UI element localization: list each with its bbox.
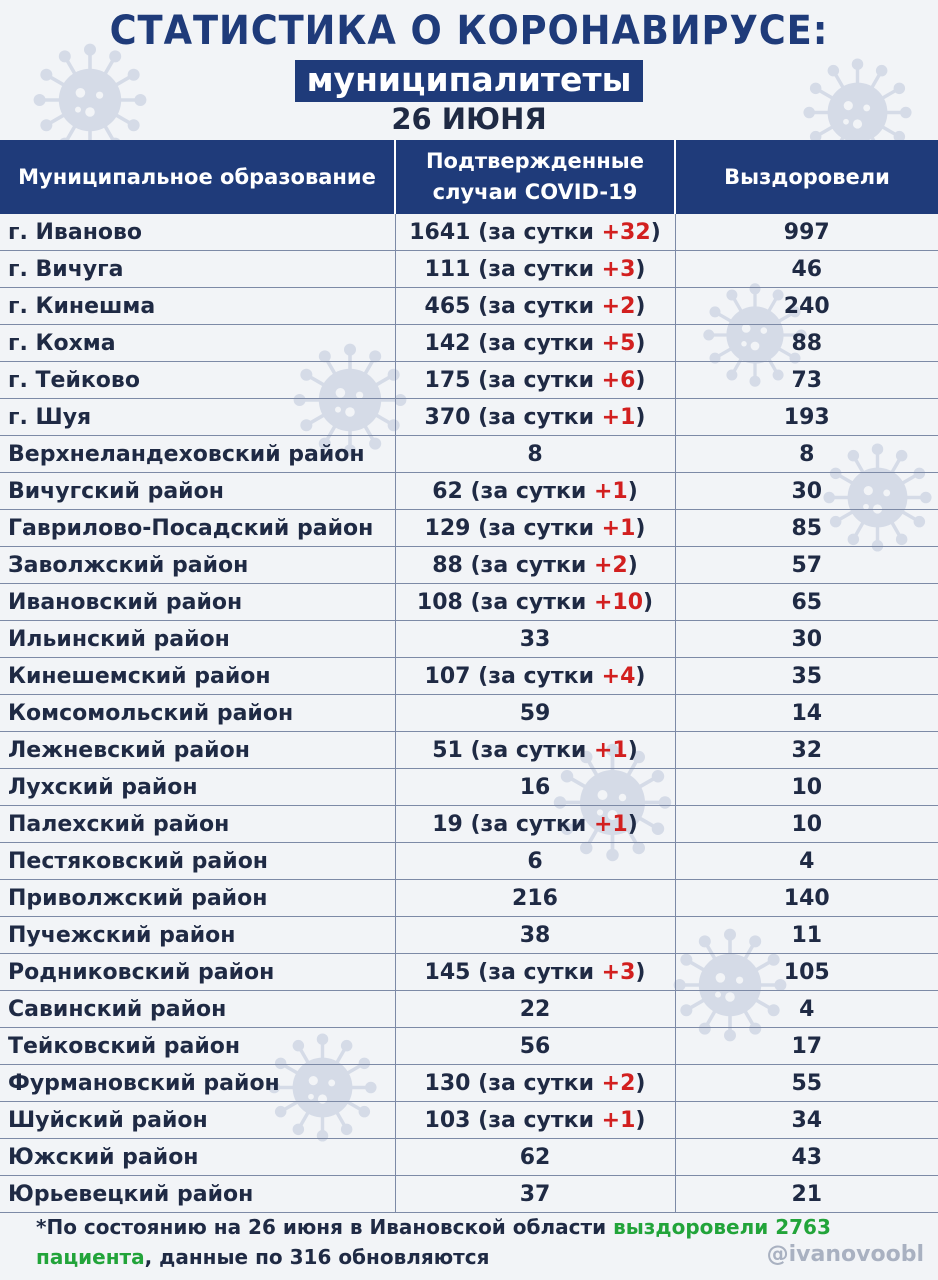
- recovered-count: 85: [675, 510, 938, 547]
- confirmed-cases-cell: [395, 584, 675, 621]
- report-date: 26 ИЮНЯ: [391, 102, 547, 136]
- stats-table: [0, 140, 938, 1213]
- table-row: [0, 695, 938, 732]
- recovered-count: 30: [675, 621, 938, 658]
- page-title: СТАТИСТИКА О КОРОНАВИРУСЕ:: [109, 8, 829, 54]
- daily-increase: +1: [601, 515, 636, 541]
- daily-increase: +10: [593, 589, 644, 615]
- confirmed-cases-cell: [395, 1176, 675, 1213]
- table-row: [0, 1102, 938, 1139]
- table-row: [0, 658, 938, 695]
- municipality-name: Юрьевецкий район: [0, 1176, 395, 1213]
- daily-label-end: ): [635, 959, 646, 985]
- daily-label-end: ): [635, 1070, 646, 1096]
- recovered-count: 14: [675, 695, 938, 732]
- municipality-name: Лухский район: [0, 769, 395, 806]
- municipality-name: г. Иваново: [0, 214, 395, 251]
- table-row: [0, 1139, 938, 1176]
- table-row: [0, 1028, 938, 1065]
- confirmed-cases: 33: [519, 626, 551, 652]
- confirmed-cases: 6: [527, 848, 543, 874]
- confirmed-cases-cell: [395, 1028, 675, 1065]
- table-row: [0, 806, 938, 843]
- municipality-name: Гаврилово-Посадский район: [0, 510, 395, 547]
- table-body: [0, 214, 938, 1213]
- daily-label-end: ): [635, 367, 646, 393]
- daily-increase: +2: [593, 552, 628, 578]
- daily-label-end: ): [627, 737, 638, 763]
- confirmed-cases: 103: [424, 1107, 471, 1133]
- municipality-name: Верхнеландеховский район: [0, 436, 395, 473]
- confirmed-cases-cell: [395, 362, 675, 399]
- daily-label-end: ): [635, 515, 646, 541]
- daily-label-end: ): [635, 404, 646, 430]
- confirmed-cases-cell: [395, 806, 675, 843]
- recovered-count: 11: [675, 917, 938, 954]
- recovered-count: 997: [675, 214, 938, 251]
- table-row: [0, 510, 938, 547]
- daily-increase: +4: [601, 663, 636, 689]
- confirmed-cases-cell: [395, 1139, 675, 1176]
- daily-label: (за сутки: [470, 478, 594, 504]
- table-row: [0, 769, 938, 806]
- recovered-count: 35: [675, 658, 938, 695]
- municipality-name: Савинский район: [0, 991, 395, 1028]
- confirmed-cases-cell: [395, 954, 675, 991]
- column-header-municipality: Муниципальное образование: [0, 140, 395, 214]
- confirmed-cases: 145: [424, 959, 471, 985]
- confirmed-cases-cell: [395, 436, 675, 473]
- recovered-count: 10: [675, 769, 938, 806]
- table-row: [0, 1065, 938, 1102]
- table-row: [0, 843, 938, 880]
- confirmed-cases: 56: [519, 1033, 551, 1059]
- confirmed-cases: 19: [432, 811, 463, 837]
- recovered-count: 73: [675, 362, 938, 399]
- recovered-count: 4: [675, 843, 938, 880]
- daily-increase: +32: [601, 219, 651, 245]
- municipality-name: Фурмановский район: [0, 1065, 395, 1102]
- daily-label: (за сутки: [478, 219, 602, 245]
- municipality-name: Комсомольский район: [0, 695, 395, 732]
- municipality-name: Тейковский район: [0, 1028, 395, 1065]
- daily-label: (за сутки: [470, 737, 594, 763]
- confirmed-cases-cell: [395, 399, 675, 436]
- table-row: [0, 325, 938, 362]
- confirmed-cases-cell: [395, 621, 675, 658]
- confirmed-cases-cell: [395, 1065, 675, 1102]
- municipality-name: Шуйский район: [0, 1102, 395, 1139]
- daily-label: (за сутки: [478, 1107, 602, 1133]
- daily-label: (за сутки: [470, 552, 594, 578]
- recovered-count: 88: [675, 325, 938, 362]
- daily-label-end: ): [635, 1107, 646, 1133]
- recovered-count: 240: [675, 288, 938, 325]
- column-header-recovered: Выздоровели: [675, 140, 938, 214]
- daily-label: (за сутки: [470, 811, 594, 837]
- social-handle: @ivanovoobl: [766, 1242, 924, 1267]
- municipality-name: г. Тейково: [0, 362, 395, 399]
- confirmed-cases-cell: [395, 917, 675, 954]
- confirmed-cases-cell: [395, 1102, 675, 1139]
- daily-label-end: ): [635, 293, 646, 319]
- recovered-count: 4: [675, 991, 938, 1028]
- daily-increase: +2: [601, 1070, 636, 1096]
- daily-label: (за сутки: [478, 256, 602, 282]
- confirmed-cases-cell: [395, 658, 675, 695]
- confirmed-cases: 370: [424, 404, 471, 430]
- confirmed-cases-cell: [395, 288, 675, 325]
- municipality-name: г. Кинешма: [0, 288, 395, 325]
- municipality-name: Пучежский район: [0, 917, 395, 954]
- confirmed-cases: 108: [416, 589, 463, 615]
- footnote: [36, 1212, 856, 1272]
- table-row: [0, 547, 938, 584]
- table-row: [0, 473, 938, 510]
- daily-increase: +1: [593, 737, 628, 763]
- municipality-name: Приволжский район: [0, 880, 395, 917]
- confirmed-cases-cell: [395, 769, 675, 806]
- daily-label-end: ): [627, 811, 638, 837]
- daily-label-end: ): [635, 330, 646, 356]
- municipality-name: Ильинский район: [0, 621, 395, 658]
- daily-increase: +3: [601, 256, 636, 282]
- municipality-name: Лежневский район: [0, 732, 395, 769]
- table-row: [0, 399, 938, 436]
- municipality-name: Южский район: [0, 1139, 395, 1176]
- confirmed-cases-cell: [395, 251, 675, 288]
- table-row: [0, 251, 938, 288]
- daily-increase: +3: [601, 959, 636, 985]
- confirmed-cases: 22: [519, 996, 551, 1022]
- recovered-count: 140: [675, 880, 938, 917]
- municipality-name: Ивановский район: [0, 584, 395, 621]
- daily-increase: +1: [593, 811, 628, 837]
- recovered-count: 8: [675, 436, 938, 473]
- recovered-count: 10: [675, 806, 938, 843]
- daily-label: (за сутки: [470, 589, 594, 615]
- daily-increase: +1: [593, 478, 628, 504]
- recovered-count: 65: [675, 584, 938, 621]
- recovered-count: 32: [675, 732, 938, 769]
- recovered-count: 43: [675, 1139, 938, 1176]
- table-row: [0, 436, 938, 473]
- recovered-count: 34: [675, 1102, 938, 1139]
- confirmed-cases-cell: [395, 991, 675, 1028]
- column-header-confirmed: Подтвержденные случаи COVID-19: [395, 140, 675, 214]
- confirmed-cases-cell: [395, 843, 675, 880]
- confirmed-cases: 16: [519, 774, 551, 800]
- confirmed-cases-cell: [395, 547, 675, 584]
- confirmed-cases: 129: [424, 515, 471, 541]
- daily-label: (за сутки: [478, 515, 602, 541]
- table-row: [0, 1176, 938, 1213]
- confirmed-cases-cell: [395, 473, 675, 510]
- daily-label: (за сутки: [478, 959, 602, 985]
- daily-label: (за сутки: [478, 404, 602, 430]
- municipality-name: г. Вичуга: [0, 251, 395, 288]
- confirmed-cases: 59: [519, 700, 551, 726]
- daily-label: (за сутки: [478, 1070, 602, 1096]
- municipality-name: Заволжский район: [0, 547, 395, 584]
- recovered-count: 46: [675, 251, 938, 288]
- municipality-name: Пестяковский район: [0, 843, 395, 880]
- footnote-highlight: выздоровели 2763 пациента: [36, 1215, 831, 1269]
- table-row: [0, 214, 938, 251]
- daily-label-end: ): [643, 589, 654, 615]
- confirmed-cases-cell: [395, 880, 675, 917]
- footnote-text-end: , данные по 316 обновляются: [144, 1245, 490, 1269]
- municipality-name: Кинешемский район: [0, 658, 395, 695]
- confirmed-cases-cell: [395, 214, 675, 251]
- municipality-name: Вичугский район: [0, 473, 395, 510]
- confirmed-cases: 111: [424, 256, 471, 282]
- confirmed-cases: 142: [424, 330, 471, 356]
- daily-label-end: ): [650, 219, 661, 245]
- daily-label-end: ): [635, 256, 646, 282]
- confirmed-cases: 88: [432, 552, 463, 578]
- table-row: [0, 917, 938, 954]
- table-row: [0, 954, 938, 991]
- daily-label: (за сутки: [478, 367, 602, 393]
- confirmed-cases: 107: [424, 663, 471, 689]
- daily-increase: +1: [601, 404, 636, 430]
- page-subtitle: муниципалитеты: [295, 60, 644, 102]
- table-row: [0, 621, 938, 658]
- confirmed-cases-cell: [395, 695, 675, 732]
- municipality-name: Родниковский район: [0, 954, 395, 991]
- confirmed-cases-cell: [395, 325, 675, 362]
- daily-increase: +1: [601, 1107, 636, 1133]
- municipality-name: г. Шуя: [0, 399, 395, 436]
- confirmed-cases: 38: [519, 922, 551, 948]
- daily-label: (за сутки: [478, 330, 602, 356]
- daily-increase: +5: [601, 330, 636, 356]
- confirmed-cases: 130: [424, 1070, 471, 1096]
- table-row: [0, 288, 938, 325]
- daily-label-end: ): [627, 478, 638, 504]
- recovered-count: 21: [675, 1176, 938, 1213]
- confirmed-cases: 62: [432, 478, 463, 504]
- confirmed-cases: 1641: [409, 219, 471, 245]
- table-row: [0, 362, 938, 399]
- daily-label: (за сутки: [478, 663, 602, 689]
- daily-increase: +2: [601, 293, 636, 319]
- daily-increase: +6: [601, 367, 636, 393]
- confirmed-cases: 216: [512, 885, 558, 911]
- recovered-count: 193: [675, 399, 938, 436]
- recovered-count: 17: [675, 1028, 938, 1065]
- daily-label-end: ): [627, 552, 638, 578]
- confirmed-cases-cell: [395, 510, 675, 547]
- confirmed-cases: 51: [432, 737, 463, 763]
- table-row: [0, 732, 938, 769]
- confirmed-cases: 465: [424, 293, 471, 319]
- municipality-name: Палехский район: [0, 806, 395, 843]
- daily-label: (за сутки: [478, 293, 602, 319]
- daily-label-end: ): [635, 663, 646, 689]
- confirmed-cases-cell: [395, 732, 675, 769]
- table-row: [0, 991, 938, 1028]
- table-header-row: [0, 140, 938, 214]
- confirmed-cases: 62: [519, 1144, 551, 1170]
- confirmed-cases: 175: [424, 367, 471, 393]
- municipality-name: г. Кохма: [0, 325, 395, 362]
- recovered-count: 30: [675, 473, 938, 510]
- confirmed-cases: 8: [527, 441, 543, 467]
- recovered-count: 57: [675, 547, 938, 584]
- footnote-text: *По состоянию на 26 июня в Ивановской области: [36, 1215, 614, 1239]
- recovered-count: 55: [675, 1065, 938, 1102]
- confirmed-cases: 37: [519, 1181, 551, 1207]
- table-row: [0, 880, 938, 917]
- recovered-count: 105: [675, 954, 938, 991]
- table-row: [0, 584, 938, 621]
